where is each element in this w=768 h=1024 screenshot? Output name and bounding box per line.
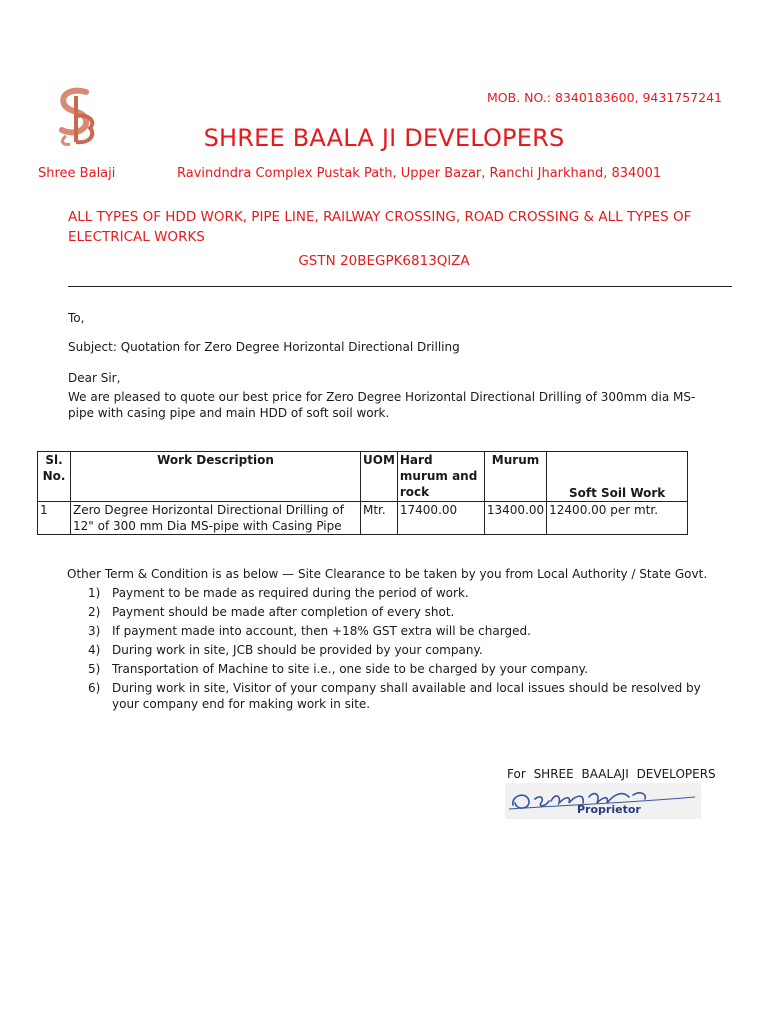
term-text: Payment to be made as required during the period of work. xyxy=(112,586,469,600)
term-text: During work in site, JCB should be provided by your company. xyxy=(112,643,483,657)
cell-murum-rate: 13400.00 xyxy=(484,502,546,535)
cell-uom: Mtr. xyxy=(361,502,398,535)
header-hard-murum: Hard murum and rock xyxy=(397,452,484,502)
gstn-number: GSTN 20BEGPK6813QlZA xyxy=(298,253,470,269)
table-row xyxy=(38,502,688,535)
company-short-name: Shree Balaji xyxy=(38,166,116,181)
term-number: 5) xyxy=(88,662,101,676)
header-divider xyxy=(68,286,732,287)
list-item xyxy=(88,642,713,661)
table-header-row xyxy=(38,452,688,502)
list-item xyxy=(88,623,713,642)
company-name: SHREE BAALA JI DEVELOPERS xyxy=(203,124,565,152)
mobile-numbers: MOB. NO.: 8340183600, 9431757241 xyxy=(487,90,722,105)
signature-stamp xyxy=(505,783,701,819)
cell-sl: 1 xyxy=(38,502,71,535)
terms-list xyxy=(88,585,713,712)
list-item xyxy=(88,585,713,604)
company-address: Ravindndra Complex Pustak Path, Upper Bazar, Ranchi Jharkhand, 834001 xyxy=(177,166,662,181)
term-text: Transportation of Machine to site i.e., one side to be charged by your company. xyxy=(112,662,588,676)
term-number: 1) xyxy=(88,586,101,600)
signature-for-line: For SHREE BAALAJI DEVELOPERS xyxy=(507,767,716,781)
term-number: 4) xyxy=(88,643,101,657)
handwritten-signature-icon xyxy=(505,783,701,819)
quotation-table xyxy=(37,451,688,535)
term-text: Payment should be made after completion of every shot. xyxy=(112,605,455,619)
term-text: If payment made into account, then +18% GST extra will be charged. xyxy=(112,624,531,638)
header-work-description: Work Description xyxy=(71,452,361,502)
stamp-text: Proprietor xyxy=(577,803,641,816)
terms-intro: Other Term & Condition is as below — Site Clearance to be taken by you from Local Authority / State Govt. xyxy=(67,567,708,581)
header-murum: Murum xyxy=(484,452,546,502)
intro-paragraph: We are pleased to quote our best price for Zero Degree Horizontal Directional Drilling of 300mm dia MS-pipe with casing pipe and main HDD of soft soil work. xyxy=(68,390,696,420)
list-item xyxy=(88,661,713,680)
services-line: ALL TYPES OF HDD WORK, PIPE LINE, RAILWAY CROSSING, ROAD CROSSING & ALL TYPES OF ELECTRICAL WORKS xyxy=(68,209,692,245)
salutation: Dear Sir, xyxy=(68,371,121,385)
list-item xyxy=(88,680,713,712)
header-uom: UOM xyxy=(361,452,398,502)
header-sl-no: Sl. No. xyxy=(38,452,71,502)
cell-description: Zero Degree Horizontal Directional Drilling of 12" of 300 mm Dia MS-pipe with Casing Pipe xyxy=(71,502,361,535)
header-soft-soil: Soft Soil Work xyxy=(547,452,688,502)
cell-soft-rate: 12400.00 per mtr. xyxy=(547,502,688,535)
cell-hard-rate: 17400.00 xyxy=(397,502,484,535)
to-line: To, xyxy=(68,311,85,325)
term-text: During work in site, Visitor of your company shall available and local issues should be resolved by your company end for making work in site. xyxy=(112,681,701,711)
subject-line: Subject: Quotation for Zero Degree Horizontal Directional Drilling xyxy=(68,340,460,354)
list-item xyxy=(88,604,713,623)
term-number: 3) xyxy=(88,624,101,638)
term-number: 2) xyxy=(88,605,101,619)
term-number: 6) xyxy=(88,681,101,695)
